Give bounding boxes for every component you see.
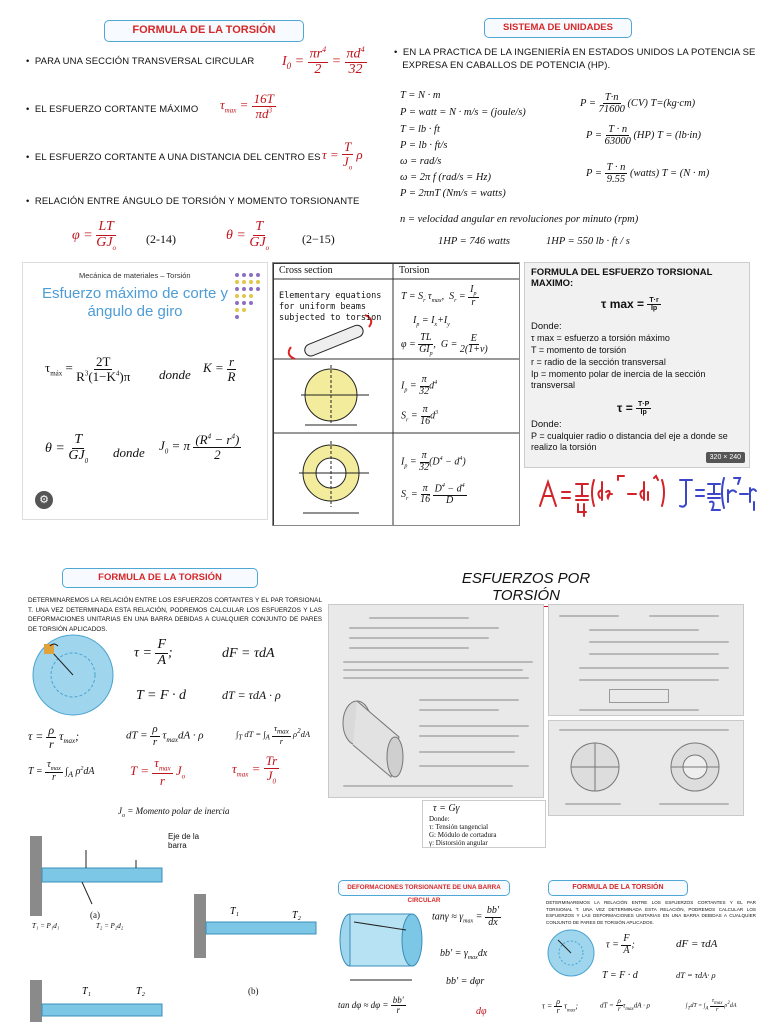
def-t: T = momento de torsión [531, 345, 627, 355]
tau-f-a-small: τ = $\frac{F}{A}$ ; [606, 933, 635, 956]
col-header-torsion: Torsion [399, 265, 430, 276]
torsion-eq-6: $I_p$ = $\frac{\pi}{32}$ $(D^4 - d^4)$ [401, 450, 466, 473]
svg-text:T₂ = P₂d₂: T₂ = P₂d₂ [96, 922, 124, 930]
scanned-hollow-section [665, 737, 725, 797]
tau-g-gamma-box [422, 800, 546, 848]
def-tau-max: τ max = esfuerzo a torsión máximo [531, 333, 670, 343]
bullet-shear-distance: • EL ESFUERZO CORTANTE A UNA DISTANCIA DEL CENTRO ES [26, 152, 321, 163]
power-watts-eq: P = $\frac{T \cdot n}{9.55}$ (watts) T = (N · m) [586, 162, 710, 186]
unit-eq: P = 2πnT (Nm/s = watts) [400, 188, 506, 199]
scanned-solid-section [565, 737, 625, 797]
col-header-cross-section: Cross section [279, 265, 333, 276]
shaft-diagram-c [26, 974, 166, 1022]
slide-title: Esfuerzo máximo de corte y ángulo de giro [42, 285, 228, 320]
angle-formula-1: φ = $\frac{LT}{GJ_o}$ [72, 219, 117, 252]
circular-bar-deformation-panel [328, 878, 520, 1024]
unit-eq: P = watt = N · m/s = (joule/s) [400, 107, 526, 118]
label-b: (b) [248, 986, 259, 996]
polar-moment-formula: $I_0$ = $\frac{\pi r^4}{2}$ = $\frac{\pi d^4}{32}$ [282, 45, 365, 78]
frac-den: 71600 [598, 104, 625, 116]
slide-header: Mecánica de materiales – Torsión [79, 271, 191, 280]
unit-eq: T = N · m [400, 90, 441, 101]
handwritten-formulas [536, 472, 758, 518]
tan-dphi-eq: tan dφ ≈ dφ = $\frac{bb'}{r}$ [338, 995, 404, 1016]
eq-suffix: (CV) T=(kg·cm) [627, 97, 696, 109]
angle-hollow-formula: θ = $\frac{T}{GJ_0}$ [45, 432, 89, 465]
max-torsional-stress-panel [524, 262, 750, 468]
torsion-eq-1: $T = S_r$ $\tau_{max}$, $S_r$ = $\frac{I_p}{r}$ [401, 284, 477, 309]
torsion-eq-3: φ = $\frac{TL}{GI_p}$ , G = $\frac{E}{2(1+\nu)}$ [401, 332, 488, 357]
donde-label: Donde: [531, 419, 562, 430]
k-ratio-formula: K = $\frac{r}{R}$ [203, 354, 236, 384]
image-size-badge: 320 × 240 [706, 452, 745, 463]
tau-rho-small: τ = $\frac{\rho}{r}$ $\tau_{max}$; [542, 997, 578, 1016]
tau-max-formula: τ max = $\frac{T\cdot r}{Ip}$ [601, 297, 659, 313]
bb-gamma-eq: $bb' = \gamma_{max}dx$ [440, 948, 488, 961]
bullet-circular-section: • PARA UNA SECCIÓN TRANSVERSAL CIRCULAR [26, 56, 255, 67]
svg-text:T₂: T₂ [136, 986, 146, 997]
svg-text:T₁: T₁ [82, 986, 92, 997]
svg-text:T₁: T₁ [230, 906, 240, 917]
circular-section-diagram-small [546, 928, 596, 978]
panel-title: FORMULA DE LA TORSIÓN [104, 20, 304, 42]
eq-ref-1: (2-14) [146, 232, 176, 246]
torsion-stress-scans-panel [326, 562, 750, 848]
eq-suffix: (HP) T = (lb·in) [633, 129, 701, 141]
torsion-eq-4: $I_p$ = $\frac{\pi}{32}$ $d^4$ [401, 374, 438, 397]
df-tau-da-small: dF = τdA [676, 938, 718, 950]
dt-tau-rho: dT = τdA · ρ [222, 688, 281, 702]
integral-small: $\int_TdT = \int_A$ $\frac{\tau_{max}}{r}$ $\rho^2dA$ [686, 998, 737, 1014]
deformed-bar-diagram [330, 900, 430, 990]
tau-g-gamma-eq: τ = Gγ [433, 803, 460, 814]
t-f-d: T = F · d [136, 688, 187, 703]
dt-integral-small: dT = $\frac{\rho}{r}$ $\tau_{max}dA \cdot \rho$ [600, 997, 650, 1014]
dt-integral: dT = $\frac{\rho}{r}$ $\tau_{max}dA \cdot \rho$ [126, 723, 204, 748]
bullet-text: EL ESFUERZO CORTANTE MÁXIMO [34, 104, 199, 115]
def-ip: Ip = momento polar de inercia de la sección transversal [531, 369, 706, 390]
hp-lbft: 1HP = 550 lb · ft / s [546, 236, 630, 247]
panel-title: DEFORMACIONES TORSIONANTE DE UNA BARRA CIRCULAR [338, 880, 510, 896]
bullet-max-shear: • EL ESFUERZO CORTANTE MÁXIMO [26, 104, 199, 115]
shaft-diagram-a [26, 830, 186, 930]
tau-max-tr-red: $\tau_{max}$ = $\frac{Tr}{J_0}$ [232, 753, 278, 786]
def-tau: τ: Tensión tangencial [429, 823, 489, 831]
integral-eq: $\int_T$ dT = $\int_A$ $\frac{\tau_{max}}{r}$ $\rho^2dA$ [236, 723, 311, 747]
scanned-cylinder-sketch [333, 693, 413, 783]
torsion-formula-panel [20, 12, 380, 258]
frac-num: T·n [604, 92, 619, 103]
bullet-text: EL ESFUERZO CORTANTE A UNA DISTANCIA DEL CENTRO ES [34, 152, 321, 163]
units-system-panel [388, 12, 758, 258]
settings-icon[interactable]: ⚙ [35, 491, 53, 509]
donde-label: Donde: [429, 815, 450, 823]
panel-title: FORMULA DE LA TORSIÓN [62, 568, 258, 588]
shaft-axis-label: Eje de la barra [168, 832, 200, 850]
panel-title: ESFUERZOS POR TORSIÓN [426, 570, 626, 607]
power-hp-eq: P = $\frac{T \cdot n}{63000}$ (HP) T = (lb·in) [586, 124, 701, 148]
n-definition: n = velocidad angular en revoluciones por minuto (rpm) [400, 214, 639, 225]
circular-section-diagram [30, 632, 116, 718]
max-shear-formula: $\tau_{max}$ = $\frac{16T}{\pi d^3}$ [220, 91, 274, 121]
shear-distance-formula: τ = $\frac{T}{J_o}$ ρ [322, 139, 363, 172]
torsion-eq-2: $I_p = I_x+I_y$ [413, 315, 450, 328]
torsion-eq-5: $S_r$ = $\frac{\pi}{16}$ $d^3$ [401, 404, 439, 427]
def-r: r = radio de la sección transversal [531, 357, 666, 367]
dot-grid-decoration [233, 271, 261, 327]
power-cv-eq: P = $\frac{T\cdot n}{71600}$ (CV) T=(kg·cm) [580, 92, 696, 116]
t-integral: T = $\frac{\tau_{max}}{r}$ $\int_A$ $\rho^2dA$ [28, 759, 95, 784]
tau-rho-r: τ = $\frac{\rho}{r}$ $\tau_{max}$; [28, 723, 80, 751]
torsion-table [272, 262, 520, 526]
scanned-derivation-page [328, 604, 544, 798]
frac-num: T · n [608, 124, 628, 135]
donde-label: donde [113, 445, 145, 460]
def-g: G: Módulo de cortadura [429, 831, 497, 839]
units-intro: • EN LA PRACTICA DE LA INGENIERÍA EN ESTADOS UNIDOS LA POTENCIA SE EXPRESA EN CABALLOS DE POTENCIA (HP). [394, 47, 756, 71]
j0-hollow-formula: $J_0 = \pi$ $\frac{(R^4 - r^4)}{2}$ [159, 432, 240, 462]
torsion-formula-derivation-panel [22, 562, 326, 1022]
bullet-text: PARA UNA SECCIÓN TRANSVERSAL CIRCULAR [34, 56, 255, 67]
scanned-sections-page [548, 720, 744, 816]
t-tau-jo-red: T = $\frac{\tau_{max}}{r}$ $J_o$ [130, 755, 186, 788]
df-tau-da: dF = τdA [222, 646, 275, 661]
mecanica-slide [22, 262, 268, 520]
frac-num: T · n [606, 162, 626, 173]
dphi-red: dφ [476, 1006, 487, 1017]
intro-paragraph: DETERMINAREMOS LA RELACIÓN ENTRE LOS ESFUERZOS CORTANTES Y EL PAR TORSIONAL T. UNA VEZ DETERMINADA ESTA RELACIÓN, PODREMOS CALCULAR LOS ESFUERZOS Y LAS DEFORMACIONES UNITARIAS EN UNA BARRA DEBIDAS A CUALQUIER CONJUNTO DE PARES DE TORSIÓN APLICADOS. [546, 900, 756, 925]
def-p: P = cualquier radio o distancia del eje a donde se realizo la torsión [531, 431, 728, 452]
eq-ref-2: (2−15) [302, 232, 335, 246]
unit-eq: T = lb · ft [400, 124, 440, 135]
jo-definition: $J_o$ = Momento polar de inercia [118, 806, 230, 819]
panel-title: FORMULA DE LA TORSIÓN [548, 880, 688, 896]
jo-def-text: Momento polar de inercia [135, 806, 230, 816]
max-shear-hollow-formula: $\tau_{máx}$ = $\frac{2T}{R^3(1-K^4)\pi}$ [45, 354, 131, 384]
tau-f-a: τ = $\frac{F}{A}$ ; [134, 637, 173, 668]
bullet-angle-torque: • RELACIÓN ENTRE ÁNGULO DE TORSIÓN Y MOMENTO TORSIONANTE [26, 196, 360, 207]
unit-eq: P = lb · ft/s [400, 140, 448, 151]
donde-label: donde [159, 367, 191, 382]
eq-suffix: (watts) T = (N · m) [629, 167, 710, 179]
svg-text:T₂: T₂ [292, 910, 302, 921]
tan-gamma-eq: $\tan\gamma \approx \gamma_{max}$ = $\frac{bb'}{dx}$ [432, 905, 500, 928]
def-gamma: γ: Distorsión angular [429, 839, 488, 847]
unit-eq: ω = 2π f (rad/s = Hz) [400, 172, 492, 183]
elementary-equations-text: Elementary equations for uniform beams subjected to torsion [279, 291, 382, 323]
torsion-eq-7: $S_r$ = $\frac{\pi}{16}$ $\frac{D^4 - d^4}{D}$ [401, 482, 465, 506]
t-f-d-small: T = F · d [602, 970, 638, 981]
shaft-diagram-b [190, 892, 320, 962]
bullet-text: RELACIÓN ENTRE ÁNGULO DE TORSIÓN Y MOMENTO TORSIONANTE [34, 196, 360, 207]
tau-formula: τ = $\frac{T\cdot P}{Ip}$ [617, 401, 650, 417]
svg-text:T₁ = P₁d₁: T₁ = P₁d₁ [32, 922, 60, 930]
panel-title: FORMULA DEL ESFUERZO TORSIONAL MAXIMO: [531, 267, 713, 289]
label-a: (a) [90, 910, 100, 920]
dt-tau-rho-small: dT = τdA· ρ [676, 970, 716, 980]
donde-label: Donde: [531, 321, 562, 332]
intro-line: EXPRESA EN CABALLOS DE POTENCIA (HP). [402, 60, 611, 71]
unit-eq: ω = rad/s [400, 156, 442, 167]
frac-den: 63000 [604, 136, 631, 148]
angle-formula-2: θ = $\frac{T}{GJ_o}$ [226, 219, 270, 252]
torsion-formula-small-panel [540, 878, 760, 1024]
hp-watts: 1HP = 746 watts [438, 236, 510, 247]
bb-phi-eq: bb' = dφr [446, 976, 485, 987]
intro-line: EN LA PRACTICA DE LA INGENIERÍA EN ESTADOS UNIDOS LA POTENCIA SE [402, 47, 756, 58]
scanned-angle-page [548, 604, 744, 716]
intro-paragraph: DETERMINAREMOS LA RELACIÓN ENTRE LOS ESFUERZOS CORTANTES Y EL PAR TORSIONAL T. UNA VEZ DETERMINADA ESTA RELACIÓN, PODREMOS CALCULAR LOS ESFUERZOS Y LAS DEFORMACIONES UNITARIAS EN UNA BARRA DEBIDAS A CUALQUIER CONJUNTO DE PARES DE TORSIÓN APLICADOS. [28, 597, 322, 633]
panel-title: SISTEMA DE UNIDADES [484, 18, 632, 38]
frac-den: 9.55 [606, 174, 626, 186]
